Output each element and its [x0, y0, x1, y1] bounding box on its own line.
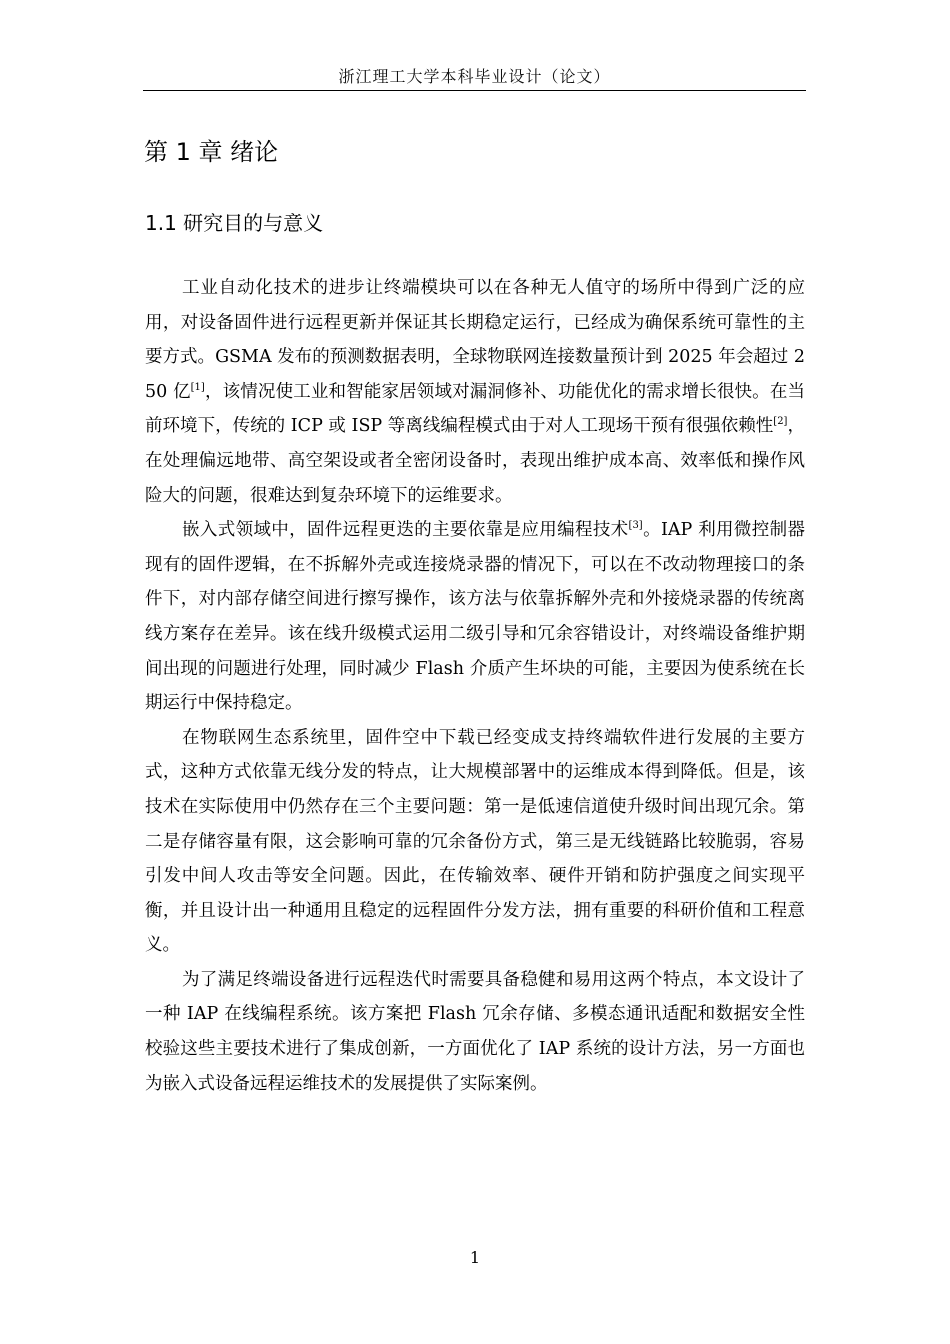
text-run: 。IAP 利用微控制器现有的固件逻辑，在不拆解外壳或连接烧录器的情况下，可以在不改动物理接口的条件下，对内部存储空间进行擦写操作，该方法与依靠拆解外壳和外接烧录器的传统离线方案存在差异。该在线升级模式运用二级引导和冗余容错设计，对终端设备维护期间出现的问题进行处理，同时减少 Flash 介质产生坏块的可能，主要因为使系统在长期运行中保持稳定。: [145, 520, 806, 714]
text-run: ，在处理偏远地带、高空架设或者全密闭设备时，表现出维护成本高、效率低和操作风险大的问题，很难达到复杂环境下的运维要求。: [145, 416, 805, 506]
paragraph: [145, 721, 805, 963]
running-header: 浙江理工大学本科毕业设计（论文）: [338, 67, 611, 86]
paragraph: [145, 513, 805, 721]
text-run: ，该情况使工业和智能家居领域对漏洞修补、功能优化的需求增长很快。在当前环境下，传统的 ICP 或 ISP 等离线编程模式由于对人工现场干预有很强依赖性: [145, 381, 805, 437]
citation-ref: [1]: [190, 381, 205, 393]
chapter-title: 第 1 章 绪论: [144, 138, 279, 166]
citation-ref: [2]: [773, 416, 788, 428]
citation-ref: [3]: [628, 520, 643, 532]
body-text: [145, 271, 805, 1101]
text-run: 在物联网生态系统里，固件空中下载已经变成支持终端软件进行发展的主要方式，这种方式依靠无线分发的特点，让大规模部署中的运维成本得到降低。但是，该技术在实际使用中仍然存在三个主要问题：第一是低速信道使升级时间出现冗余。第二是存储容量有限，这会影响可靠的冗余备份方式，第三是无线链路比较脆弱，容易引发中间人攻击等安全问题。因此，在传输效率、硬件开销和防护强度之间实现平衡，并且设计出一种通用且稳定的远程固件分发方法，拥有重要的科研价值和工程意义。: [145, 727, 805, 956]
section-title: 1.1 研究目的与意义: [145, 211, 324, 235]
header-divider: [143, 90, 806, 91]
page-number: 1: [469, 1248, 481, 1267]
text-run: 嵌入式领域中，固件远程更迭的主要依靠是应用编程技术: [182, 520, 629, 541]
paragraph: [145, 963, 805, 1101]
text-run: 工业自动化技术的进步让终端模块可以在各种无人值守的场所中得到广泛的应用，对设备固件进行远程更新并保证其长期稳定运行，已经成为确保系统可靠性的主要方式。GSMA 发布的预测数据表明，全球物联网连接数量预计到 2025 年会超过 250 亿: [145, 278, 805, 402]
text-run: 为了满足终端设备进行远程迭代时需要具备稳健和易用这两个特点，本文设计了一种 IAP 在线编程系统。该方案把 Flash 冗余存储、多模态通讯适配和数据安全性校验这些主要技术进行了集成创新，一方面优化了 IAP 系统的设计方法，另一方面也为嵌入式设备远程运维技术的发展提供了实际案例。: [145, 969, 805, 1094]
paragraph: [145, 271, 805, 513]
